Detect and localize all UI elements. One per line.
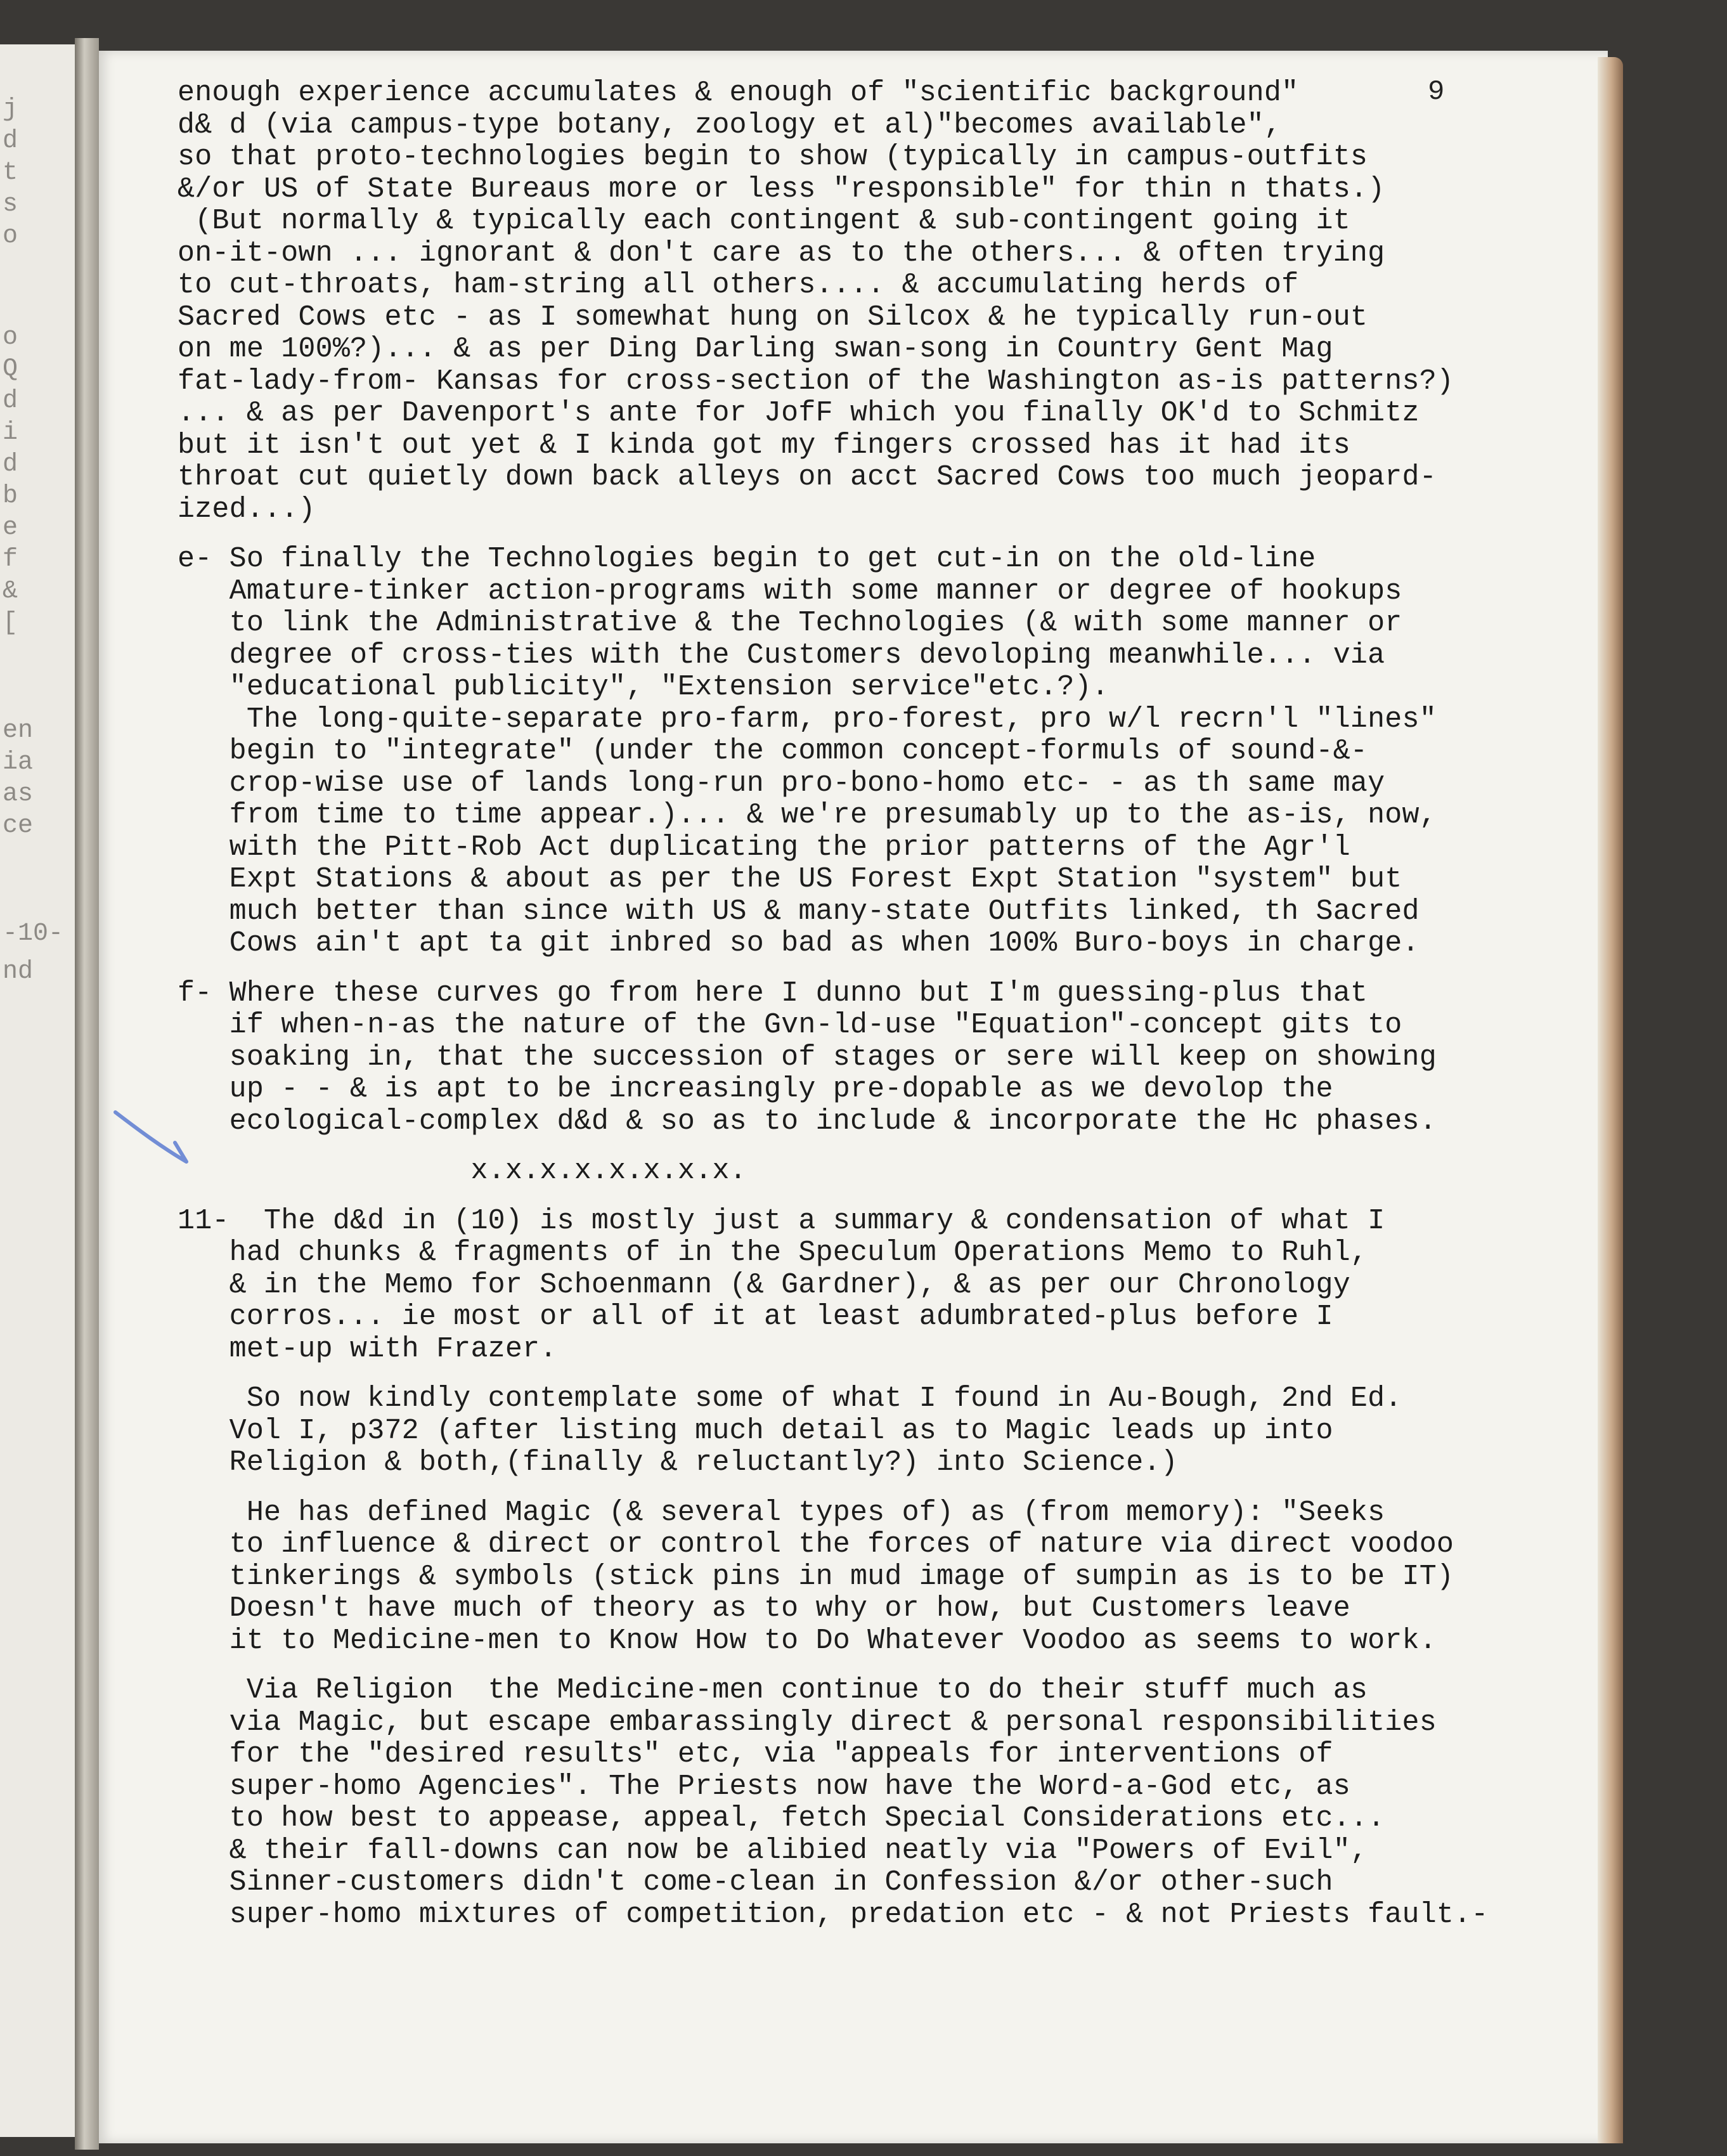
text-line: crop-wise use of lands long-run pro-bono-homo etc- - as th same may: [178, 767, 1385, 800]
text-line: Sinner-customers didn't come-clean in Confession &/or other-such: [178, 1866, 1333, 1899]
text-line: with the Pitt-Rob Act duplicating the prior patterns of the Agr'l: [178, 831, 1350, 864]
text-line: Vol I, p372 (after listing much detail as to Magic leads up into: [178, 1414, 1333, 1447]
text-line: from time to time appear.)... & we're presumably up to the as-is, now,: [178, 799, 1437, 831]
text-line: Amature-tinker action-programs with some manner or degree of hookups: [178, 575, 1402, 607]
text-line: tinkerings & symbols (stick pins in mud image of sumpin as is to be IT): [178, 1560, 1454, 1593]
page-number: 9: [1428, 76, 1445, 108]
text-line: Cows ain't apt ta git inbred so bad as when 100% Buro-boys in charge.: [178, 927, 1420, 959]
text-line: d& d (via campus-type botany, zoology et al)"becomes available",: [178, 108, 1282, 141]
paragraph-gap: [178, 1138, 1598, 1155]
text-line: much better than since with US & many-state Outfits linked, th Sacred: [178, 895, 1420, 928]
prev-page-fragment: en: [3, 717, 34, 745]
text-line: e- So finally the Technologies begin to get cut-in on the old-line: [178, 543, 1316, 575]
text-line: The long-quite-separate pro-farm, pro-forest, pro w/l recrn'l "lines": [178, 703, 1437, 736]
prev-page-fragment: ce: [3, 812, 34, 840]
text-line: Sacred Cows etc - as I somewhat hung on Silcox & he typically run-out: [178, 301, 1368, 334]
prev-page-fragment: ia: [3, 748, 34, 777]
text-line: on me 100%?)... & as per Ding Darling swan-song in Country Gent Mag: [178, 333, 1333, 365]
prev-page-fragment: e: [3, 514, 18, 542]
prev-page-fragment: j: [3, 95, 18, 124]
text-line: to how best to appease, appeal, fetch Special Considerations etc...: [178, 1802, 1385, 1835]
prev-page-fragment: d: [3, 387, 18, 415]
paragraph-gap: [178, 1188, 1598, 1205]
paragraph-gap: [178, 960, 1598, 978]
text-line: if when-n-as the nature of the Gvn-ld-use "Equation"-concept gits to: [178, 1009, 1402, 1041]
paragraph-gap: [178, 1479, 1598, 1497]
prev-page-fragment: t: [3, 159, 18, 187]
text-line: so that proto-technologies begin to show (typically in campus-outfits: [178, 141, 1368, 173]
text-line: &/or US of State Bureaus more or less "responsible" for thin n thats.): [178, 172, 1385, 205]
text-line: to link the Administrative & the Technologies (& with some manner or: [178, 607, 1402, 639]
text-line: to influence & direct or control the forces of nature via direct voodoo: [178, 1528, 1454, 1561]
text-line: via Magic, but escape embarassingly direct & personal responsibilities: [178, 1706, 1437, 1739]
text-line: & in the Memo for Schoenmann (& Gardner), & as per our Chronology: [178, 1268, 1350, 1301]
prev-page-fragment: nd: [3, 958, 34, 986]
page-edge-shadow: [1598, 57, 1623, 2143]
text-line: corros... ie most or all of it at least adumbrated-plus before I: [178, 1301, 1333, 1333]
text-line: up - - & is apt to be increasingly pre-dopable as we devolop the: [178, 1073, 1333, 1105]
prev-page-fragment: as: [3, 780, 34, 808]
text-line: throat cut quietly down back alleys on acct Sacred Cows too much jeopard-: [178, 461, 1437, 493]
text-line: f- Where these curves go from here I dunno but I'm guessing-plus that: [178, 977, 1368, 1010]
paragraph-gap: [178, 1365, 1598, 1383]
text-line: & their fall-downs can now be alibied neatly via "Powers of Evil",: [178, 1834, 1368, 1867]
prev-page-fragment: o: [3, 323, 18, 352]
text-line: met-up with Frazer.: [178, 1332, 557, 1365]
prev-page-fragment: s: [3, 190, 18, 219]
text-line: ecological-complex d&d & so as to include & incorporate the Hc phases.: [178, 1105, 1437, 1138]
text-line: Expt Stations & about as per the US Forest Expt Station "system" but: [178, 863, 1402, 895]
text-line: He has defined Magic (& several types of) as (from memory): "Seeks: [178, 1496, 1385, 1529]
prev-page-fragment: [: [3, 609, 18, 637]
text-line: Doesn't have much of theory as to why or how, but Customers leave: [178, 1592, 1350, 1625]
prev-page-fragment: d: [3, 127, 18, 155]
prev-page-fragment: &: [3, 577, 18, 606]
text-line: fat-lady-from- Kansas for cross-section of the Washington as-is patterns?): [178, 365, 1454, 398]
text-line: Via Religion the Medicine-men continue to do their stuff much as: [178, 1674, 1368, 1706]
prev-page-fragment: -10-: [3, 919, 64, 948]
prev-page-fragment: i: [3, 419, 18, 447]
text-line: (But normally & typically each contingent & sub-contingent going it: [178, 205, 1350, 237]
prev-page-fragment: d: [3, 450, 18, 479]
text-line: ized...): [178, 493, 316, 526]
paragraph-gap: [178, 526, 1598, 543]
text-line: for the "desired results" etc, via "appeals for interventions of: [178, 1738, 1333, 1770]
text-line: "educational publicity", "Extension service"etc.?).: [178, 671, 1109, 703]
text-line: enough experience accumulates & enough of "scientific background": [178, 77, 1299, 109]
text-line: had chunks & fragments of in the Speculum Operations Memo to Ruhl,: [178, 1237, 1368, 1269]
text-line: super-homo Agencies". The Priests now have the Word-a-God etc, as: [178, 1770, 1350, 1803]
text-line: ... & as per Davenport's ante for JofF which you finally OK'd to Schmitz: [178, 397, 1420, 429]
typed-body-text: [178, 77, 1598, 1931]
text-line: to cut-throats, ham-string all others.... & accumulating herds of: [178, 269, 1299, 301]
text-line: super-homo mixtures of competition, predation etc - & not Priests fault.-: [178, 1898, 1489, 1931]
previous-page-edge: [0, 44, 77, 2137]
prev-page-fragment: Q: [3, 355, 18, 384]
text-line: So now kindly contemplate some of what I found in Au-Bough, 2nd Ed.: [178, 1382, 1402, 1415]
text-line: Religion & both,(finally & reluctantly?) into Science.): [178, 1446, 1178, 1479]
prev-page-fragment: f: [3, 545, 18, 574]
text-line: degree of cross-ties with the Customers devoloping meanwhile... via: [178, 639, 1385, 672]
text-line: on-it-own ... ignorant & don't care as to the others... & often trying: [178, 237, 1385, 270]
text-line: soaking in, that the succession of stages or sere will keep on showing: [178, 1041, 1437, 1074]
text-line: it to Medicine-men to Know How to Do Whatever Voodoo as seems to work.: [178, 1624, 1437, 1657]
text-line: but it isn't out yet & I kinda got my fingers crossed has it had its: [178, 429, 1350, 462]
prev-page-fragment: o: [3, 222, 18, 250]
prev-page-fragment: b: [3, 482, 18, 510]
paragraph-gap: [178, 1657, 1598, 1675]
text-line: x.x.x.x.x.x.x.x.: [178, 1155, 747, 1187]
text-line: 11- The d&d in (10) is mostly just a summary & condensation of what I: [178, 1204, 1385, 1237]
book-spine: [75, 38, 99, 2150]
text-line: begin to "integrate" (under the common concept-formuls of sound-&-: [178, 735, 1368, 767]
